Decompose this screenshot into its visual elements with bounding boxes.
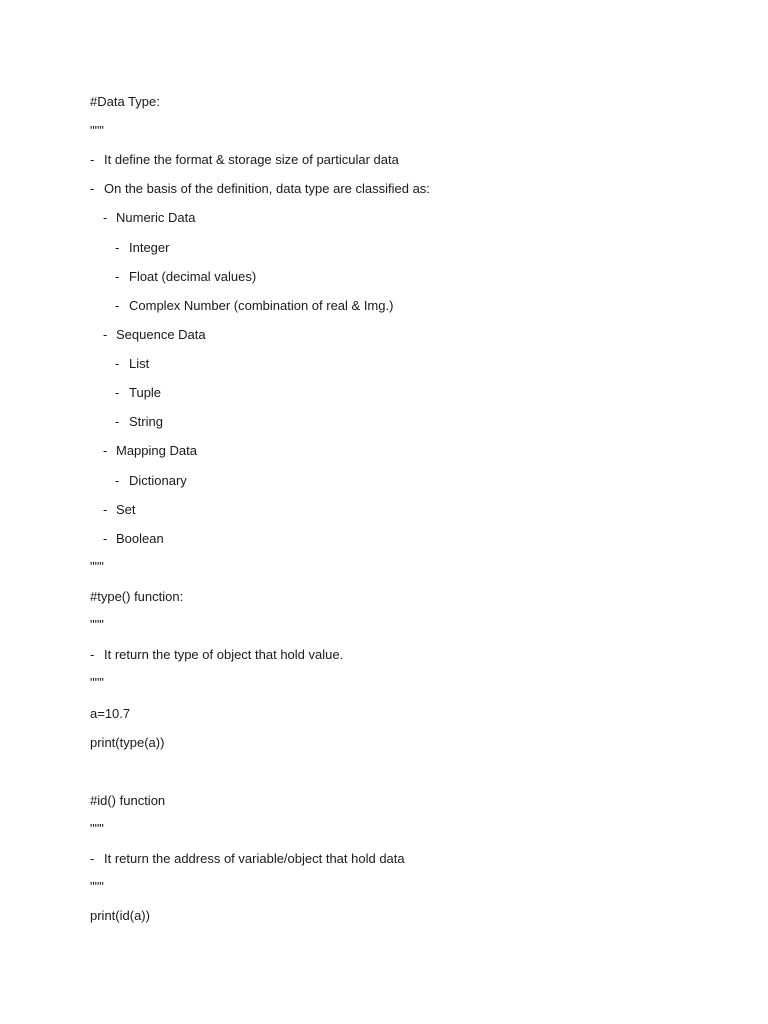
bullet-text: Float (decimal values) <box>129 269 257 284</box>
bullet-dash: - <box>90 181 95 196</box>
docstring-close-3: """ <box>90 879 104 894</box>
bullet-dash: - <box>115 298 120 313</box>
bullet-text: On the basis of the definition, data type are classified as: <box>104 181 430 196</box>
bullet-text: Tuple <box>129 385 162 400</box>
bullet-text: Integer <box>129 240 170 255</box>
bullet-classification <box>90 181 690 197</box>
bullet-text: Sequence Data <box>116 327 206 342</box>
bullet-dash: - <box>115 385 120 400</box>
bullet-text: Dictionary <box>129 473 187 488</box>
bullet-dash: - <box>103 531 108 546</box>
category-mapping-data <box>103 443 663 459</box>
category-numeric-data <box>103 210 663 226</box>
bullet-dash: - <box>115 269 120 284</box>
bullet-text: It return the type of object that hold value. <box>104 647 344 662</box>
bullet-dash: - <box>115 473 120 488</box>
code-assign: a=10.7 <box>90 706 131 721</box>
bullet-text: Mapping Data <box>116 443 197 458</box>
code-print-id: print(id(a)) <box>90 908 150 923</box>
bullet-dash: - <box>90 152 95 167</box>
category-dictionary <box>115 473 655 489</box>
category-integer <box>115 240 655 256</box>
bullet-format-storage <box>90 152 690 168</box>
id-function-heading: #id() function <box>90 793 166 808</box>
bullet-text: Numeric Data <box>116 210 196 225</box>
docstring-close-1: """ <box>90 559 104 574</box>
bullet-dash: - <box>90 851 95 866</box>
code-print-type: print(type(a)) <box>90 735 165 750</box>
bullet-text: Boolean <box>116 531 164 546</box>
category-string <box>115 414 655 430</box>
bullet-dash: - <box>103 502 108 517</box>
bullet-text: Set <box>116 502 136 517</box>
bullet-type-description <box>90 647 690 663</box>
type-function-heading: #type() function: <box>90 589 184 604</box>
bullet-dash: - <box>103 210 108 225</box>
category-boolean <box>103 531 663 547</box>
bullet-text: List <box>129 356 150 371</box>
data-type-heading: #Data Type: <box>90 94 160 109</box>
bullet-text: It define the format & storage size of particular data <box>104 152 399 167</box>
bullet-text: String <box>129 414 163 429</box>
category-set <box>103 502 663 518</box>
bullet-dash: - <box>103 443 108 458</box>
bullet-dash: - <box>90 647 95 662</box>
docstring-close-2: """ <box>90 675 104 690</box>
docstring-open-2: """ <box>90 617 104 632</box>
category-float <box>115 269 655 285</box>
bullet-dash: - <box>103 327 108 342</box>
category-complex-number <box>115 298 655 314</box>
docstring-open-1: """ <box>90 123 104 138</box>
bullet-dash: - <box>115 356 120 371</box>
docstring-open-3: """ <box>90 821 104 836</box>
bullet-text: It return the address of variable/object that hold data <box>104 851 405 866</box>
bullet-dash: - <box>115 240 120 255</box>
category-sequence-data <box>103 327 663 343</box>
bullet-id-description <box>90 851 690 867</box>
category-list <box>115 356 655 372</box>
bullet-dash: - <box>115 414 120 429</box>
bullet-text: Complex Number (combination of real & Img.) <box>129 298 394 313</box>
category-tuple <box>115 385 655 401</box>
